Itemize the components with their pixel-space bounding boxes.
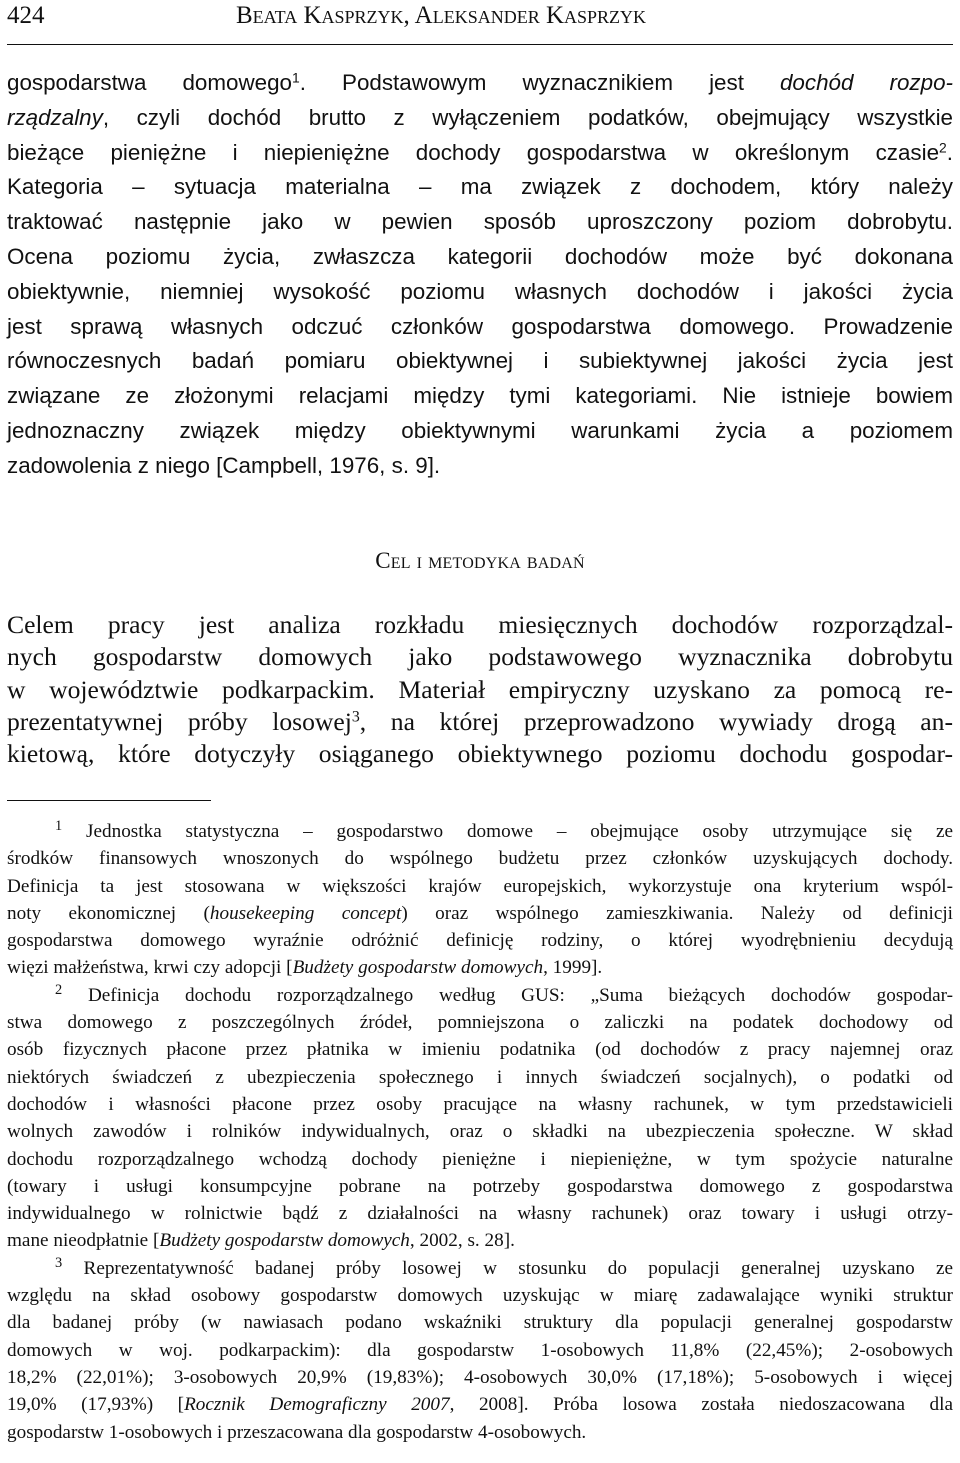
- footnote-2: [7, 982, 953, 1255]
- text-line: $^1$ Jednostka statystyczna – gospodarstwo domowe – obejmujące osoby utrzymujące się ze: [55, 817, 954, 842]
- text-line: gospodarstw 1-osobowych i przeszacowana dla gospodarstw 4-osobowych.: [7, 1421, 587, 1443]
- page-header: [7, 0, 953, 45]
- text-line: traktować następnie jako w pewien sposób uproszczony poziom dobrobytu.: [7, 209, 953, 235]
- text-line: noty ekonomicznej (housekeeping concept) oraz wspólnego zamieszkiwania. Należy od definicji: [7, 902, 953, 924]
- text-line: gospodarstwa domowego wyraźnie odróżnić definicję rodziny, o której wyodrębnieniu decydują: [7, 930, 953, 952]
- text-line: środków finansowych wnoszonych do wspólnego budżetu przez członków uzyskujących dochody.: [7, 848, 953, 870]
- text-line: obiektywnie, niemniej wysokość poziomu własnych dochodów i jakości życia: [7, 278, 953, 304]
- text-line: indywidualnego w rolnictwie bądź z działalności na własny rachunek) oraz towary i usługi otrzy-: [7, 1203, 953, 1225]
- footnote-ref-1[interactable]: 1: [292, 69, 300, 86]
- aims-paragraph: [7, 609, 953, 770]
- footnote-number: 2: [55, 981, 63, 998]
- footnote-number: 3: [55, 1254, 63, 1271]
- document-page: [7, 0, 954, 1443]
- text-line: kietową, które dotyczyły osiąganego obiektywnego poziomu dochodu gospodar-: [7, 739, 953, 769]
- intro-paragraph: [7, 66, 953, 484]
- text-line: niektórych świadczeń z ubezpieczenia społecznego i innych świadczeń socjalnych), o podatki od: [7, 1066, 953, 1088]
- text-line: nych gospodarstw domowych jako podstawowego wyznacznika dobrobytu: [7, 642, 953, 672]
- text-line: Ocena poziomu życia, zwłaszcza kategorii dochodów może być dokonana: [7, 243, 953, 269]
- text-line: jednoznaczny związek między obiektywnymi warunkami życia a poziomem: [7, 417, 953, 443]
- text-line: dla badanej próby (w nawiasach podano wskaźniki struktury dla populacji generalnej gospodarstw: [7, 1312, 953, 1334]
- footnotes: [7, 818, 953, 1446]
- text-line: mane nieodpłatnie [Budżety gospodarstw domowych, 2002, s. 28].: [7, 1230, 515, 1252]
- text-line: względu na skład osobowy gospodarstw domowych uzyskując w miarę zadawalające wyniki struktur: [7, 1285, 953, 1307]
- text-line: Kategoria – sytuacja materialna – ma związek z dochodem, który należy: [7, 174, 953, 200]
- text-line: rządzalny, czyli dochód brutto z wyłączeniem podatków, obejmujący wszystkie: [7, 104, 953, 130]
- text-line: Definicja ta jest stosowana w większości krajów europejskich, wykorzystuje ona kryterium wspól-: [7, 875, 953, 897]
- text-line: stwa domowego z poszczególnych źródeł, pomniejszona o zaliczki na podatek dochodowy od: [7, 1012, 953, 1034]
- text-line: więzi małżeństwa, krwi czy adopcji [Budżety gospodarstw domowych, 1999].: [7, 957, 603, 979]
- footnote-separator: [7, 800, 211, 801]
- text-line: związane ze złożonymi relacjami między tymi kategoriami. Nie istnieje bowiem: [7, 383, 953, 409]
- page-number: 424: [7, 2, 45, 29]
- text-line: równoczesnych badań pomiaru obiektywnej i subiektywnej jakości życia jest: [7, 348, 953, 374]
- text-line: wolnych zawodów i rolników indywidualnych, oraz o składki na ubezpieczenia społeczne. W skład: [7, 1121, 953, 1143]
- footnote-ref-3[interactable]: 3: [351, 708, 360, 726]
- section-heading: Cel i metodyka badań: [375, 548, 585, 573]
- text-line: jest sprawą własnych odczuć członków gospodarstwa domowego. Prowadzenie: [7, 313, 953, 339]
- text-line: bieżące pieniężne i niepieniężne dochody gospodarstwa w określonym czasie$^2$.: [7, 138, 953, 165]
- running-head: Beata Kasprzyk, Aleksander Kasprzyk: [236, 2, 647, 29]
- footnote-1: [7, 818, 953, 982]
- footnote-number: 1: [55, 817, 63, 834]
- text-line: $^2$ Definicja dochodu rozporządzalnego według GUS: „Suma bieżących dochodów gospodar-: [55, 981, 953, 1006]
- text-line: 18,2% (22,01%); 3-osobowych 20,9% (19,83%); 4-osobowych 30,0% (17,18%); 5-osobowych i więcej: [7, 1366, 953, 1388]
- text-line: dochodów i własności płacone przez osoby pracujące na własny rachunek, w tym przedstawicieli: [7, 1093, 953, 1115]
- text-line: prezentatywnej próby losowej$^3$, na której przeprowadzono wywiady drogą an-: [7, 706, 953, 736]
- text-line: 19,0% (17,93%) [Rocznik Demograficzny 2007, 2008]. Próba losowa została niedoszacowana dla: [7, 1394, 953, 1416]
- text-line: (towary i usługi konsumpcyjne pobrane na potrzeby gospodarstwa domowego z gospodarstwa: [7, 1175, 953, 1197]
- text-line: dochodu rozporządzalnego wchodzą dochody pieniężne i niepieniężne, w tym spożycie naturalne: [7, 1148, 953, 1170]
- text-line: domowych w woj. podkarpackim): dla gospodarstw 1-osobowych 11,8% (22,45%); 2-osobowych: [7, 1339, 953, 1361]
- text-line: gospodarstwa domowego$^1$. Podstawowym wyznacznikiem jest dochód rozpo-: [7, 69, 953, 95]
- text-line: zadowolenia z niego [Campbell, 1976, s. 9].: [7, 452, 441, 478]
- footnote-ref-2[interactable]: 2: [939, 138, 947, 155]
- text-line: Celem pracy jest analiza rozkładu miesięcznych dochodów rozporządzal-: [7, 610, 953, 639]
- text-line: osób fizycznych płacone przez płatnika w imieniu podatnika (od dochodów z pracy najemnej oraz: [7, 1039, 953, 1061]
- text-line: $^3$ Reprezentatywność badanej próby losowej w stosunku do populacji generalnej uzyskano ze: [55, 1254, 954, 1279]
- footnote-3: [7, 1255, 953, 1446]
- text-line: w województwie podkarpackim. Materiał empiryczny uzyskano za pomocą re-: [7, 674, 953, 704]
